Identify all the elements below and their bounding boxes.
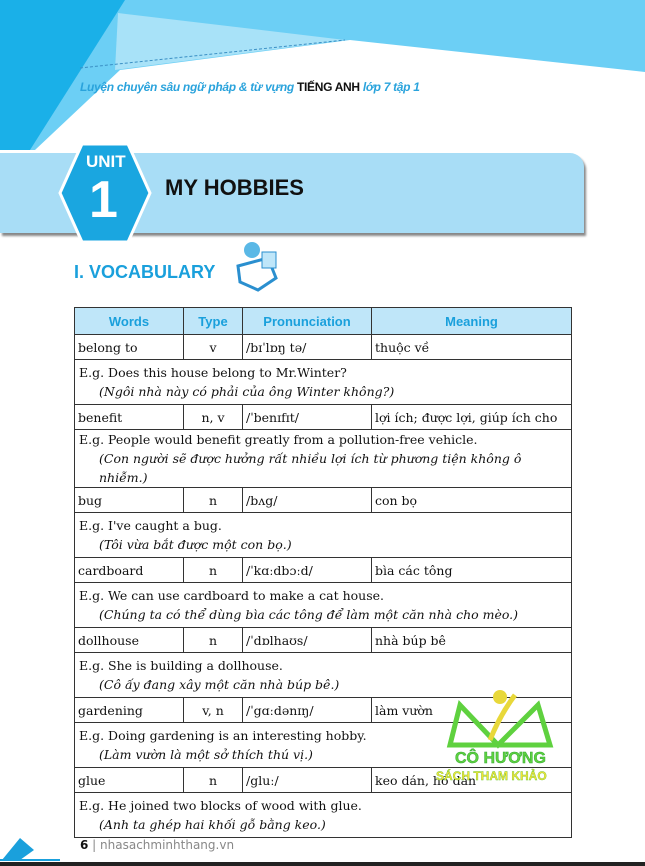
word-row xyxy=(75,628,572,653)
example-sentence: E.g. We can use cardboard to make a cat house. xyxy=(79,588,384,603)
example-translation: (Ngôi nhà này có phải của ông Winter không?) xyxy=(99,384,395,399)
pronunciation: /ˈkɑːdbɔːd/ xyxy=(243,558,372,583)
example-row xyxy=(75,513,572,558)
meaning: làm vườn xyxy=(372,698,572,723)
pen-icon xyxy=(0,830,60,862)
example-row xyxy=(75,793,572,838)
word-type: v xyxy=(184,335,243,360)
word: gardening xyxy=(75,698,184,723)
word: cardboard xyxy=(75,558,184,583)
header-type: Type xyxy=(184,308,243,335)
word-type: n, v xyxy=(184,405,243,430)
unit-title: MY HOBBIES xyxy=(165,175,304,200)
page-footer: 6 | nhasachminhthang.vn xyxy=(80,838,235,852)
watermark-name: CÔ HƯƠNG xyxy=(455,750,546,767)
word-row xyxy=(75,335,572,360)
example-sentence: E.g. I've caught a bug. xyxy=(79,518,222,533)
example-translation: (Chúng ta có thể dùng bìa các tông để làm một căn nhà cho mèo.) xyxy=(99,607,519,622)
example-row xyxy=(75,360,572,405)
pronunciation: /bʌg/ xyxy=(243,488,372,513)
pronunciation: /ˈgɑːdənɪŋ/ xyxy=(243,698,372,723)
section-title: I. VOCABULARY xyxy=(74,262,216,282)
word-type: v, n xyxy=(184,698,243,723)
example-row xyxy=(75,583,572,628)
word-type: n xyxy=(184,488,243,513)
word-type: n xyxy=(184,628,243,653)
example-translation: (Con người sẽ được hưởng rất nhiều lợi ích từ phương tiện không ô nhiễm.) xyxy=(99,451,522,485)
example-sentence: E.g. She is building a dollhouse. xyxy=(79,658,283,673)
example-translation: (Tôi vừa bắt được một con bọ.) xyxy=(99,537,292,552)
word: glue xyxy=(75,768,184,793)
meaning: bìa các tông xyxy=(372,558,572,583)
unit-label: UNIT xyxy=(86,152,126,171)
meaning: lợi ích; được lợi, giúp ích cho xyxy=(372,405,572,430)
pronunciation: /gluː/ xyxy=(243,768,372,793)
meaning: thuộc về xyxy=(372,335,572,360)
example-sentence: E.g. He joined two blocks of wood with glue. xyxy=(79,798,362,813)
example-sentence: E.g. People would benefit greatly from a pollution-free vehicle. xyxy=(79,432,478,447)
word: belong to xyxy=(75,335,184,360)
bottom-border xyxy=(0,862,645,866)
publisher-site: nhasachminhthang.vn xyxy=(100,838,235,852)
header-words: Words xyxy=(75,308,184,335)
meaning: nhà búp bê xyxy=(372,628,572,653)
example-sentence: E.g. Doing gardening is an interesting hobby. xyxy=(79,728,367,743)
meaning: keo dán, hồ dán xyxy=(372,768,572,793)
example-sentence: E.g. Does this house belong to Mr.Winter? xyxy=(79,365,347,380)
word: benefit xyxy=(75,405,184,430)
header-meaning: Meaning xyxy=(372,308,572,335)
example-row xyxy=(75,430,572,488)
kid-illustration-icon xyxy=(228,238,284,294)
word: bug xyxy=(75,488,184,513)
pronunciation: /ˈbenɪfɪt/ xyxy=(243,405,372,430)
word-type: n xyxy=(184,558,243,583)
pronunciation: /ˈdɒlhaʊs/ xyxy=(243,628,372,653)
meaning: con bọ xyxy=(372,488,572,513)
header-pronunciation: Pronunciation xyxy=(243,308,372,335)
word-row xyxy=(75,558,572,583)
word-row xyxy=(75,488,572,513)
book-subtitle: Luyện chuyên sâu ngữ pháp & từ vựng TIẾNG ANH lớp 7 tập 1 xyxy=(80,80,420,94)
pronunciation: /bɪˈlɒŋ tə/ xyxy=(243,335,372,360)
example-translation: (Anh ta ghép hai khối gỗ bằng keo.) xyxy=(99,817,326,832)
word-row xyxy=(75,405,572,430)
watermark-tagline: SÁCH THAM KHẢO xyxy=(436,769,547,783)
example-translation: (Cô ấy đang xây một căn nhà búp bê.) xyxy=(99,677,340,692)
word: dollhouse xyxy=(75,628,184,653)
word-type: n xyxy=(184,768,243,793)
unit-number: 1 xyxy=(89,171,118,229)
example-translation: (Làm vườn là một sở thích thú vị.) xyxy=(99,747,313,762)
